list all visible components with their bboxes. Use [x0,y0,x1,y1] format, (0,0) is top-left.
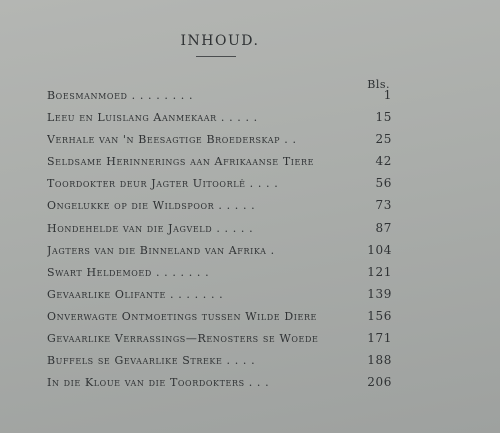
toc-entry-page: 139 [367,286,392,301]
toc-entry-title: Hondehelde van die Jagveld . . . . . [47,221,254,235]
toc-entry-title: Swart Heldemoed . . . . . . . [47,265,210,279]
page-column-header: Bls. [367,78,390,91]
toc-entry-page: 188 [367,353,392,368]
toc-entry [47,243,392,265]
toc-entry [47,353,392,375]
toc-entry [47,309,392,331]
toc-entry-page: 206 [367,375,392,390]
toc-entry-page: 121 [367,264,392,279]
toc-entry [47,198,392,220]
toc-entry [47,88,392,110]
toc-entry [47,287,392,309]
toc-entry-title: Jagters van die Binneland van Afrika . [47,243,275,257]
toc-entry-title: Buffels se Gevaarlike Streke . . . . [47,354,256,368]
toc-entry [47,221,392,243]
title-divider [196,56,236,57]
toc-entry [47,110,392,132]
toc-entry [47,265,392,287]
toc-entry-page: 15 [375,110,392,125]
toc-entry-title: Ongelukke op die Wildspoor . . . . . [47,199,256,213]
toc-entry-title: Onverwagte Ontmoetings tussen Wilde Diere [47,309,318,323]
toc-entry-title: Verhale van 'n Beesagtige Broederskap . . [47,133,297,147]
toc-entry-page: 73 [375,198,392,213]
toc-entry-title: Gevaarlike Olifante . . . . . . . [47,287,224,301]
toc-entry [47,331,392,353]
toc-entry-title: Leeu en Luislang Aanmekaar . . . . . [47,111,258,125]
toc-entry-page: 25 [375,132,392,147]
toc-entry-title: Boesmanmoed . . . . . . . . [47,89,194,102]
toc-entry-page: 56 [375,176,392,191]
page-title: INHOUD. [180,33,260,49]
toc-entry-page: 156 [367,308,392,323]
toc-entry-page: 1 [383,88,392,102]
toc-entry-page: 171 [367,331,392,346]
toc-entry-page: 104 [367,242,392,257]
toc-entry-title: In die Kloue van die Toordokters . . . [47,376,270,390]
toc-entry [47,154,392,176]
table-of-contents [47,88,392,397]
toc-entry-title: Gevaarlike Verrassings—Renosters se Woede [47,332,319,346]
toc-entry-title: Toordokter deur Jagter Uitoorlê . . . . [47,177,279,191]
toc-entry [47,176,392,198]
toc-entry [47,132,392,154]
toc-entry-page: 87 [375,220,392,235]
toc-entry-page: 42 [375,154,392,169]
toc-entry [47,375,392,397]
toc-entry-title: Seldsame Herinnerings aan Afrikaanse Tiere [47,155,315,169]
